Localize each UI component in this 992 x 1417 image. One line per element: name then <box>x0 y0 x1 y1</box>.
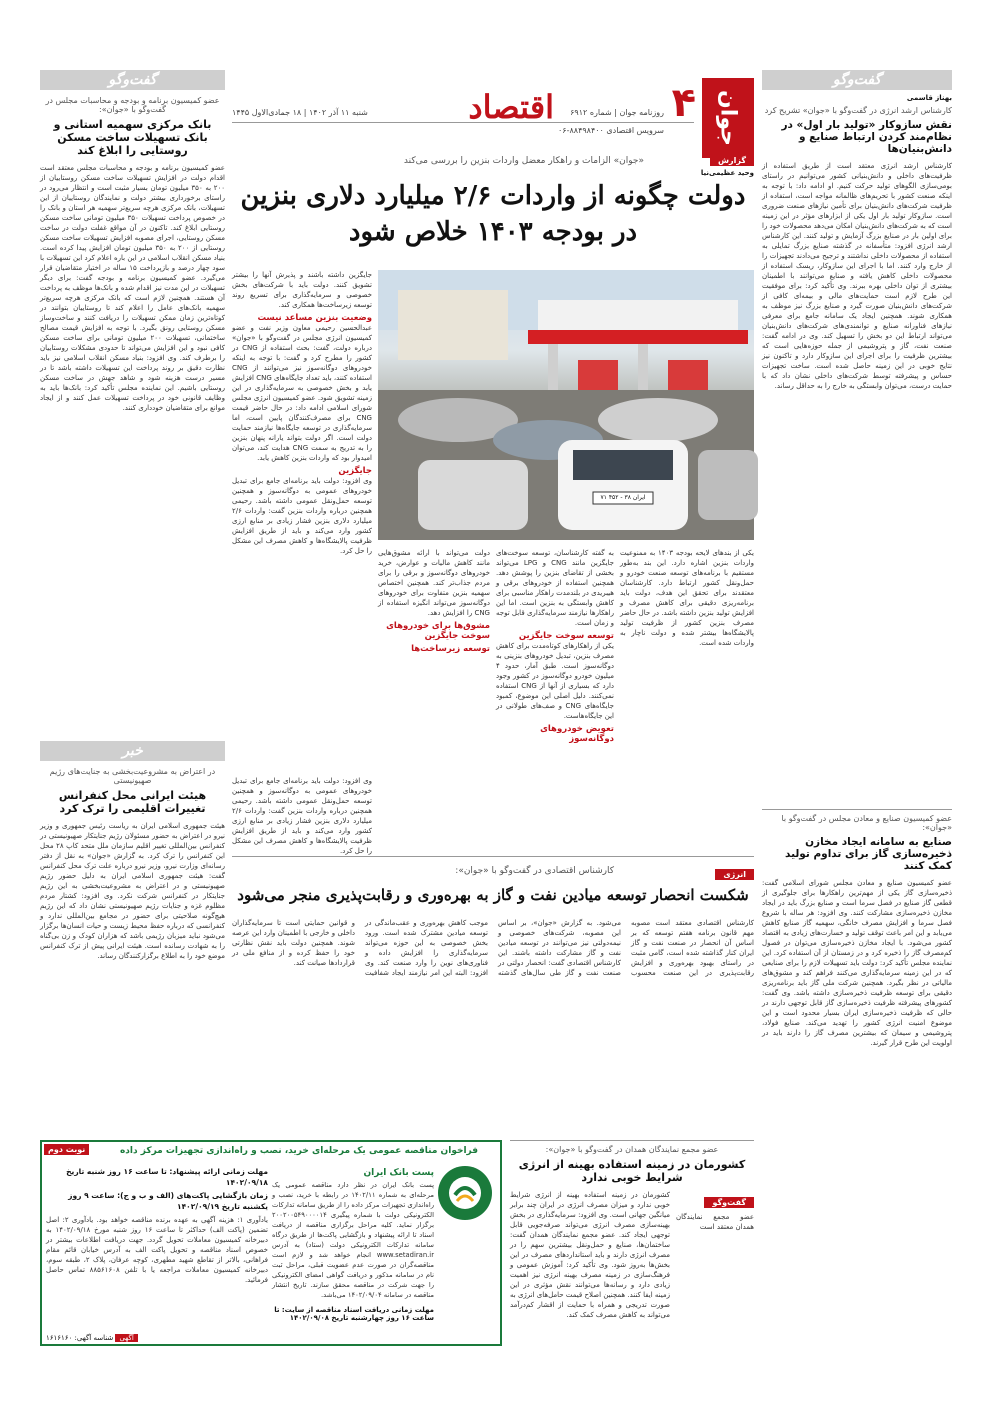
lead-subhead-b: جایگزین <box>338 466 372 476</box>
lead-photo <box>378 270 754 540</box>
lead-body-a: جایگزین داشته باشند و پذیرش آنها را بیشتر تشویق کنند. دولت باید با شرکت‌های بخش خصوصی و سرمایه‌گذاری برای تسریع روند توسعه زیرساخت‌ها همکاری کند. <box>232 271 372 309</box>
lead-col-5 <box>232 776 372 855</box>
left-body-2: هیئت جمهوری اسلامی ایران به ریاست رئیس جمهوری و وزیر نیرو در اعتراض به حضور مسئولان رژیم جنایتکار صهیونیستی در کنفرانس بین‌المللی تغییر اقلیم سازمان ملل متحد کاپ ۲۸ محل این کنفرانس را ترک کرد. به گزارش «جوان» به نقل از دفتر رسانه‌ای وزارت نیرو، وزیر نیرو درباره علت ترک محل کنفرانس گفت: هیئت جمهوری اسلامی ایران به دلیل حضور رژیم صهیونیستی و در اعتراض به مشروعیت‌بخشی به این رژیم جنایتکار در کنفرانس شرکت نکرد. وی افزود: کشتار مردم مظلوم غزه و جنایات رژیم صهیونیستی نشان داد که این رژیم هیچ‌گونه صلاحیتی برای حضور در مجامع بین‌المللی ندارد و کنفرانسی که درباره حفظ محیط زیست و حیات انسان‌ها برگزار می‌شود نباید میزبان رژیمی باشد که هزاران کودک و زن بی‌گناه را به شهادت رسانده است. هیئت ایرانی پیش از ترک کنفرانس موضع خود را به اطلاع برگزارکنندگان رساند. <box>40 822 225 960</box>
right-headline-2: صنایع به سامانه ایجاد مخازن ذخیره‌سازی گاز برای تداوم تولید کمک کنند <box>785 836 952 872</box>
bottom-byline: عضو مجمع نمایندگان همدان معتقد است <box>676 1213 754 1231</box>
lead-col-2 <box>620 548 754 850</box>
interview-tag: گفت‌وگو <box>704 1197 754 1208</box>
lead-subhead-f: توسعه زیرساخت‌ها <box>411 644 490 654</box>
date-info: شنبه ۱۱ آذر ۱۴۰۲ | ۱۸ جمادی‌الاول ۱۴۴۵ <box>232 108 368 117</box>
second-kicker: کارشناس اقتصادی در گفت‌وگو با «جوان»: <box>455 866 614 876</box>
section-title: اقتصاد <box>468 88 554 126</box>
lead-body-e-pre: به گفته کارشناسان، توسعه سوخت‌های جایگزین مانند CNG و LPG می‌تواند بخشی از تقاضای بنزین را پوشش دهد. همچنین استفاده از خودروهای برقی و هیبریدی در بلندمدت راهکار مناسبی برای کاهش وابستگی به بنزین است. اما این راهکارها نیازمند سرمایه‌گذاری قابل توجه و زمان است. <box>495 549 614 627</box>
left-column <box>40 70 225 1134</box>
bottom-kicker: عضو مجمع نمایندگان همدان در گفت‌وگو با «جوان»: <box>545 1145 719 1154</box>
lead-col-3 <box>496 548 614 850</box>
logo: جوان <box>702 78 754 158</box>
left-band: گفت‌وگو <box>40 70 225 90</box>
lead-kicker: «جوان» الزامات و راهکار معضل واردات بنزین را بررسی می‌کند <box>403 156 644 166</box>
masthead <box>232 70 754 150</box>
right-band: گفت‌وگو <box>762 70 952 90</box>
lead-body-g: دولت می‌تواند با ارائه مشوق‌هایی مانند کاهش مالیات و عوارض، خرید خودروهای دوگانه‌سوز و برقی را برای مردم جذاب‌تر کند. همچنین اختصاص سهمیه بنزین متفاوت برای خودروهای دوگانه‌سوز می‌تواند انگیزه استفاده از CNG را افزایش دهد. <box>378 549 490 617</box>
bank-name: پست بانک ایران <box>363 1168 434 1178</box>
second-story <box>232 856 754 1138</box>
left-band-2: خبر <box>40 741 225 761</box>
tender-ad <box>40 1140 502 1346</box>
lead-subhead-e: مشوق‌ها برای خودروهای سوخت جایگزین <box>386 621 490 641</box>
ad-notes: یادآوری ۱: هزینه آگهی به عهده برنده مناقصه خواهد بود. یادآوری ۲: اصل تضمین (پاکت الف) حداکثر تا ساعت ۱۶ روز شنبه مورخ ۱۴۰۲/۰۹/۱۸ به دبیرخانه کمیسیون معاملات تحویل گردد. جهت دریافت اطلاعات بیشتر در خصوص اسناد مناقصه و تحویل پاکت الف به آدرس خیابان قائم مقام فراهانی، بالاتر از تقاطع شهید مطهری، کوچه عرفان، پلاک ۲، طبقه سوم، دبیرخانه کمیسیون معاملات مراجعه یا با تلفن ۸۸۵۶۱۶۰۸ تماس حاصل فرمائید. <box>46 1216 269 1284</box>
lead-body-d: یکی از بندهای لایحه بودجه ۱۴۰۳ به ممنوعیت واردات بنزین اشاره دارد. این بند به‌طور مستقیم با برنامه‌های توسعه صنعت خودرو و حمل‌ونقل کشور ارتباط دارد. کارشناسان معتقدند برای تحقق این هدف، دولت باید برنامه‌ریزی دقیقی برای کاهش مصرف و افزایش تولید بنزین داشته باشد. در حال حاضر مصرف بنزین کشور از ظرفیت تولید پالایشگاه‌ها بیشتر شده و دولت ناچار به واردات شده است. <box>620 549 754 647</box>
service-info: سرویس اقتصادی ۸۸۴۹۸۴۰۰-۰۶ <box>557 126 664 135</box>
bank-emblem-icon <box>445 1173 485 1213</box>
ad-title: فراخوان مناقصه عمومی یک مرحله‌ای خرید، نصب و راه‌اندازی تجهیزات مرکز داده <box>119 1146 479 1156</box>
bottom-story <box>510 1140 754 1340</box>
lead-col-1 <box>232 270 372 770</box>
license-plate: ایران ۳۸ - ۴۵۲ ۷۱ <box>600 494 646 501</box>
left-headline: بانک مرکزی سهمیه استانی و بانک تسهیلات ساخت مسکن روستایی را ابلاغ کند <box>53 118 212 157</box>
second-body: کارشناس اقتصادی معتقد است مصوبه مهم قانون برنامه هفتم توسعه که بر اساس آن انحصار در صنعت نفت و گاز ایران کنار گذاشته شده است، گامی مثبت در راستای بهبود بهره‌وری و افزایش رقابت‌پذیری در این صنعت محسوب می‌شود. به گزارش «جوان»، بر اساس این مصوبه، شرکت‌های خصوصی و نیمه‌دولتی نیز می‌توانند در توسعه میادین نفت و گاز مشارکت داشته باشند. این کارشناس اقتصادی گفت: انحصار دولتی در صنعت نفت و گاز طی سال‌های گذشته موجب کاهش بهره‌وری و عقب‌ماندگی در توسعه میادین مشترک شده است. ورود بخش خصوصی به این حوزه می‌تواند سرمایه‌گذاری را افزایش داده و فناوری‌های نوین را وارد صنعت کند. وی افزود: البته این امر نیازمند ایجاد شفافیت و قوانین حمایتی است تا سرمایه‌گذاران داخلی و خارجی با اطمینان وارد این عرصه شوند. همچنین دولت باید نقش نظارتی خود را حفظ کرده و از منافع ملی در قراردادها صیانت کند. <box>232 919 754 977</box>
energy-tag: انرژی <box>715 869 754 880</box>
right-byline: بهناز قاسمی <box>906 94 952 102</box>
bottom-body: کشورمان در زمینه استفاده بهینه از انرژی شرایط خوبی ندارد و میزان مصرف انرژی در ایران چند برابر میانگین جهانی است. وی افزود: سرمایه‌گذاری در بخش بهینه‌سازی مصرف انرژی می‌تواند صرفه‌جویی قابل توجهی ایجاد کند. عضو مجمع نمایندگان همدان گفت: ساختمان‌ها، صنایع و حمل‌ونقل بیشترین سهم را در مصرف انرژی دارند و باید استانداردهای مصرف در این بخش‌ها به‌روز شود. وی تأکید کرد: آموزش عمومی و فرهنگ‌سازی در زمینه مصرف بهینه انرژی نیز اهمیت زیادی دارد و رسانه‌ها می‌توانند نقش مؤثری در این زمینه ایفا کنند. همچنین اصلاح قیمت حامل‌های انرژی به صورت تدریجی و همراه با حمایت از اقشار کم‌درآمد می‌تواند به کاهش مصرف کمک کند. <box>510 1191 670 1319</box>
lead-headline: دولت چگونه از واردات ۲/۶ میلیارد دلاری بنزین در بودجه ۱۴۰۳ خلاص شود <box>240 181 746 247</box>
lead-body-b: عبدالحسین رحیمی معاون وزیر نفت و عضو کمیسیون انرژی مجلس در گفت‌وگو با «جوان» درباره دولت، گفت: بحث استفاده از CNG در کشور را مطرح کرد و گفت: با توجه به اینکه خودروهای دوگانه‌سوز نیز می‌توانند از CNG استفاده کنند، باید تعداد جایگاه‌های CNG افزایش یابد و بخش خصوصی به سرمایه‌گذاری در این زمینه تشویق شود. عضو کمیسیون انرژی مجلس شورای اسلامی ادامه داد: در حال حاضر قیمت CNG برای مصرف‌کنندگان پایین است، اما سرمایه‌گذاری در توسعه جایگاه‌ها نیازمند حمایت دولت است. اگر دولت بتواند یارانه پنهان بنزین را به تدریج به سمت CNG هدایت کند، می‌توان امیدوار بود که واردات بنزین کاهش یابد. <box>232 324 373 462</box>
right-headline: نقش سازوکار «تولید بار اول» در نظام‌مند کردن ارتباط صنایع و دانش‌بنیان‌ها <box>781 119 952 155</box>
left-kicker-2: در اعتراض به مشروعیت‌بخشی به جنایت‌های رژیم صهیونیستی <box>49 767 216 785</box>
lead-subhead-c: توسعه سوخت جایگزین <box>518 631 614 641</box>
right-body-2: عضو کمیسیون صنایع و معادن مجلس شورای اسلامی گفت: ذخیره‌سازی گاز یکی از مهم‌ترین راهکارها برای جلوگیری از قطعی گاز صنایع در فصل سرما است و صنایع بزرگ باید در ایجاد مخازن ذخیره‌سازی مشارکت کنند. وی افزود: هر ساله با شروع فصل سرما و افزایش مصرف خانگی، سهمیه گاز صنایع کاهش می‌یابد و این امر باعث توقف تولید و خسارت‌های زیادی به اقتصاد کشور می‌شود. با ایجاد مخازن ذخیره‌سازی می‌توان در فصول کم‌مصرف گاز را ذخیره کرد و در زمستان از آن استفاده کرد. این نماینده مجلس تأکید کرد: دولت باید تسهیلات لازم را برای صنایعی که در این زمینه سرمایه‌گذاری می‌کنند فراهم کند و مشوق‌های مالیاتی در نظر بگیرد. همچنین شرکت ملی گاز باید برنامه‌ریزی دقیقی برای توسعه ظرفیت ذخیره‌سازی داشته باشد. وی گفت: کشورهای پیشرفته ظرفیت ذخیره‌سازی گاز قابل توجهی دارند در حالی که ظرفیت ذخیره‌سازی ایران بسیار محدود است و این موضوع امنیت انرژی کشور را تهدید می‌کند. صنایع فولاد، پتروشیمی و سیمان که بیشترین مصرف گاز را دارند باید در اولویت این طرح قرار گیرند. <box>762 879 952 1047</box>
lead-body-c: وی افزود: دولت باید برنامه‌ای جامع برای تبدیل خودروهای عمومی به دوگانه‌سوز و همچنین توسعه حمل‌ونقل عمومی داشته باشد. رحیمی همچنین درباره واردات بنزین گفت: واردات ۲/۶ میلیارد دلاری بنزین فشار زیادی بر منابع ارزی کشور وارد می‌کند و باید از طریق افزایش ظرفیت پالایشگاه‌ها و کاهش مصرف این مشکل را حل کرد. <box>232 477 372 555</box>
byline: وحید عظیمی‌نیا <box>700 169 754 177</box>
ad-deadline-bid: مهلت زمانی ارائه پیشنهاد: تا ساعت ۱۶ روز شنبه تاریخ ۱۴۰۲/۰۹/۱۸ <box>66 1167 268 1187</box>
right-kicker: کارشناس ارشد انرژی در گفت‌وگو با «جوان» تشریح کرد <box>764 106 952 115</box>
ad-deadline-doc: مهلت زمانی دریافت اسناد مناقصه از سایت: تا ساعت ۱۶ روز چهارشنبه تاریخ ۱۴۰۲/۰۹/۰۸ <box>274 1306 434 1322</box>
report-tag: گزارش وحید عظیمی‌نیا <box>700 156 754 177</box>
ad-badge: نوبت دوم <box>44 1144 89 1155</box>
second-headline: شکست انحصار توسعه میادین نفت و گاز به بهره‌وری و رقابت‌پذیری منجر می‌شود <box>237 886 749 904</box>
ad-footer: آگهی شناسه آگهی: ۱۶۱۶۱۶۰ <box>46 1334 138 1342</box>
ad-opening: زمان بازگشایی پاکت‌های (الف و ب و ج): ساعت ۹ روز یکشنبه تاریخ ۱۴۰۲/۰۹/۱۹ <box>68 1191 268 1211</box>
lead-body-b-cont: وی افزود: دولت باید برنامه‌ای جامع برای تبدیل خودروهای عمومی به دوگانه‌سوز و همچنین توسعه حمل‌ونقل عمومی داشته باشد. رحیمی همچنین درباره واردات بنزین گفت: واردات ۲/۶ میلیارد دلاری بنزین فشار زیادی بر منابع ارزی کشور وارد می‌کند و باید از طریق افزایش ظرفیت پالایشگاه‌ها و کاهش مصرف این مشکل را حل کرد. <box>232 777 372 855</box>
page-number: ۴ <box>671 80 696 126</box>
lead-story-header <box>232 148 754 260</box>
right-column <box>762 70 952 1346</box>
left-kicker: عضو کمیسیون برنامه و بودجه و محاسبات مجلس در گفت‌وگو با «جوان»: <box>45 96 220 114</box>
lead-subhead-d: تعویض خودروهای دوگانه‌سوز <box>540 724 614 744</box>
right-body: کارشناس ارشد انرژی معتقد است از طریق استفاده از ظرفیت‌های داخلی و دانش‌بنیانی کشور می‌توانیم در راستای بومی‌سازی الگوهای تولید حرکت کنیم. او ادامه داد: با توجه به اینکه صنعت کشور با تحریم‌های ظالمانه مواجه است، استفاده از ظرفیت شرکت‌های دانش‌بنیان برای تأمین نیازهای صنعت ضروری است. سازوکار تولید بار اول یکی از ابزارهای مؤثر در این زمینه است که به شرکت‌های دانش‌بنیان امکان می‌دهد محصولات خود را برای اولین بار در صنایع بزرگ آزمایش و تولید کنند. این کارشناس ارشد انرژی افزود: متأسفانه در گذشته صنایع بزرگ تمایلی به استفاده از محصولات داخلی نداشتند و ترجیح می‌دادند تجهیزات را از خارج وارد کنند. اما با اجرای این سازوکار، ریسک استفاده از محصولات داخلی کاهش یافته و صنایع می‌توانند با اطمینان بیشتری از توان داخلی بهره ببرند. وی تأکید کرد: برای موفقیت این طرح لازم است حمایت‌های مالی و بیمه‌ای کافی از شرکت‌های دانش‌بنیان صورت گیرد و صنایع بزرگ نیز موظف به همکاری شوند. همچنین ایجاد یک سامانه جامع برای معرفی نیازهای فناورانه صنایع و توانمندی‌های شرکت‌های دانش‌بنیان می‌تواند ارتباط این دو بخش را تسهیل کند. وی در ادامه گفت: صنعت نفت، گاز و پتروشیمی از جمله حوزه‌هایی است که بیشترین ظرفیت را برای اجرای این سازوکار دارد و تاکنون نیز نتایج خوبی در این زمینه حاصل شده است. ساخت تجهیزات حساس و پیشرفته توسط شرکت‌های داخلی نشان داد که با حمایت درست، می‌توان وابستگی به خارج را به حداقل رساند. <box>762 162 952 390</box>
bank-logo <box>438 1166 492 1220</box>
lead-body-f: یکی از راهکارهای کوتاه‌مدت برای کاهش مصرف بنزین، تبدیل خودروهای بنزینی به دوگانه‌سوز است. طبق آمار، حدود ۴ میلیون خودرو دوگانه‌سوز در کشور وجود دارد که بسیاری از آنها از CNG استفاده نمی‌کنند. دلیل اصلی این موضوع، کمبود جایگاه‌های CNG و صف‌های طولانی در این جایگاه‌هاست. <box>496 642 615 720</box>
lead-col-4 <box>378 548 490 850</box>
gas-station-illustration <box>378 270 754 540</box>
left-body: عضو کمیسیون برنامه و بودجه و محاسبات مجلس معتقد است اقدام دولت در افزایش تسهیلات ساخت مسکن روستاییان از ۲۰۰ به ۳۵۰ میلیون تومان بسیار مثبت است و انتظار می‌رود در راستای برخورداری بیشتر دولت و نمایندگان روستاییان از این تسهیلات، بانک مرکزی هرچه سریع‌تر سهمیه هر استان و بانک را در خصوص پرداخت تسهیلات ۳۵۰ میلیون تومانی ساخت مسکن روستایی ابلاغ کند. تاکنون در آن مواقع غفلت دولت در ساخت مسکن روستایی، اجرای مصوبه افزایش تسهیلات ساخت مسکن روستایی از ۲۰۰ به ۳۵۰ میلیون تومان افزایش پیدا کرده است. بنیاد مسکن انقلاب اسلامی در این باره اعلام کرد این تسهیلات با سود چهار درصد و بازپرداخت ۱۵ ساله در اختیار متقاضیان قرار می‌گیرد. عضو کمیسیون برنامه و بودجه گفت: برای دیگر تسهیلات در این مدت نیز اقدام شده و بانک‌ها موظف به پرداخت آن هستند. همچنین لازم است که بانک مرکزی هرچه سریع‌تر سهمیه بانک‌های عامل را اعلام کند تا روستاییان بتوانند در کوتاه‌ترین زمان ممکن تسهیلات را دریافت کنند و ساخت‌وساز مسکن روستایی رونق بگیرد. با توجه به افزایش قیمت مصالح ساختمانی، تسهیلات ۲۰۰ میلیون تومانی برای ساخت مسکن کافی نبود و این افزایش می‌تواند تا حدودی مشکلات روستاییان را برطرف کند. وی افزود: بنیاد مسکن انقلاب اسلامی نیز باید نظارت دقیق بر روند پرداخت این تسهیلات داشته باشد تا در مسیر درست هزینه شود و شاهد جهش در ساخت مسکن روستایی باشیم. این نماینده مجلس تأکید کرد: بانک‌ها باید به وظایف قانونی خود در پرداخت تسهیلات عمل کنند و از ایجاد موانع برای متقاضیان خودداری کنند. <box>40 164 225 412</box>
right-kicker-2: عضو کمیسیون صنایع و معادن مجلس در گفت‌وگو با «جوان»: <box>781 814 952 832</box>
ad-body: پست بانک ایران در نظر دارد مناقصه عمومی یک مرحله‌ای به شماره ۱۴۰۲/۱۱ در رابطه با خرید، نصب و راه‌اندازی تجهیزات مرکز داده را از طریق سامانه تدارکات الکترونیکی دولت با شماره پیگیری ۲۰۰۲۰۰۵۴۹۰۰۰۰۱۴ برگزار نماید. کلیه مراحل برگزاری مناقصه از دریافت اسناد تا ارائه پیشنهاد و بازگشایی پاکت‌ها از طریق درگاه سامانه تدارکات الکترونیکی دولت (ستاد) به آدرس www.setadiran.ir انجام خواهد شد و لازم است مناقصه‌گران در صورت عدم عضویت قبلی، مراحل ثبت نام در سامانه مذکور و دریافت گواهی امضای الکترونیکی را جهت شرکت در مناقصه محقق سازند. تاریخ انتشار مناقصه در سامانه ۱۴۰۲/۰۹/۰۴ می‌باشد. <box>272 1181 434 1299</box>
bottom-headline: کشورمان در زمینه استفاده بهینه از انرژی شرایط خوبی ندارد <box>518 1158 746 1184</box>
lead-subhead-a: وضعیت بنزین مساعد نیست <box>257 313 372 323</box>
issue-info: روزنامه جوان | شماره ۶۹۱۲ <box>570 108 664 117</box>
left-headline-2: هیئت ایرانی محل کنفرانس تغییرات اقلیمی را ترک کرد <box>58 789 207 815</box>
